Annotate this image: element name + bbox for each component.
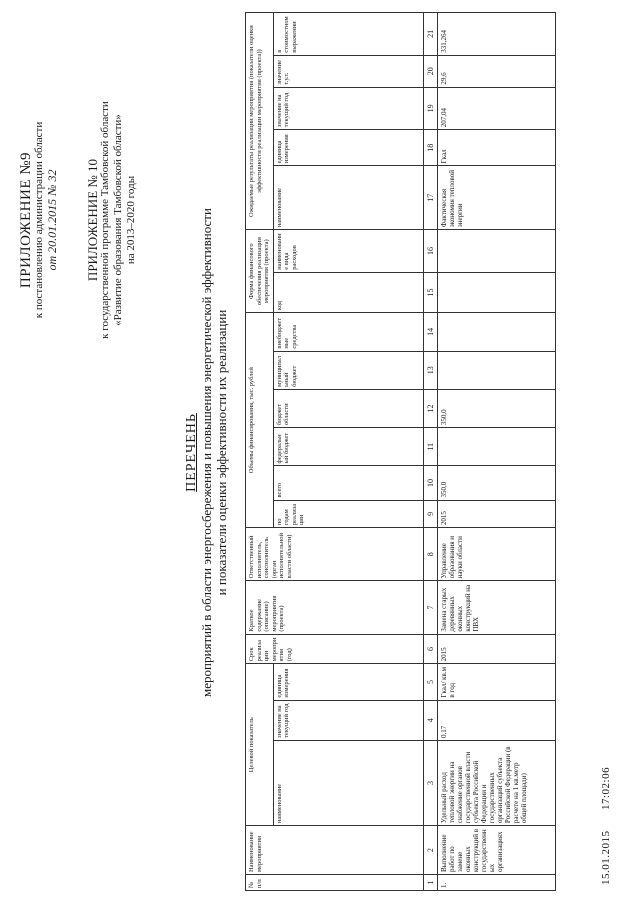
document-title bbox=[184, 0, 229, 905]
header-form-code: код bbox=[273, 272, 423, 312]
header-offbudget: внебюджетные средства bbox=[273, 313, 423, 351]
header-form-group: Форма финансового обеспечения реализации мероприятия (проекта) bbox=[246, 230, 274, 313]
col-number: 8 bbox=[423, 528, 437, 581]
measures-table bbox=[245, 12, 556, 891]
col-number: 7 bbox=[423, 581, 437, 634]
cell-num: 1. bbox=[437, 875, 555, 891]
header-responsible: Ответственный исполнитель, соисполнитель (орган исполнительной власти области) bbox=[246, 528, 424, 581]
annex-10-title: ПРИЛОЖЕНИЕ № 10 bbox=[85, 158, 100, 282]
header-target-value: значение на текущий год bbox=[273, 700, 423, 740]
col-number: 19 bbox=[423, 87, 437, 130]
header-result-cost: в стоимостном выражении bbox=[273, 13, 423, 56]
cell-target-unit: Гкал/ кв.м в год bbox=[437, 664, 555, 700]
cell-form-name bbox=[437, 230, 555, 273]
header-row-2 bbox=[273, 13, 423, 891]
document-title-line-2: и показатели оценки эффективности их реализации bbox=[214, 309, 229, 596]
annex-10-line-1: к государственной программе Тамбовской области bbox=[99, 101, 111, 339]
header-brief: Краткое содержание (описание) мероприятия (проекта) bbox=[246, 581, 424, 634]
table-row bbox=[437, 13, 555, 891]
annex-10-block bbox=[86, 55, 138, 385]
col-number: 9 bbox=[423, 500, 437, 528]
cell-name: Выполнение работ по замене оконных конструкций в государственных организациях bbox=[437, 826, 555, 875]
header-target-name: наименование bbox=[273, 740, 423, 825]
header-results-group: Ожидаемые результаты реализации мероприятия (показатели оценки эффективности реализации мероприятия (проекта)) bbox=[246, 13, 274, 230]
col-number: 14 bbox=[423, 313, 437, 351]
cell-result-tut: 29,6 bbox=[437, 55, 555, 87]
header-deadline: Срок реализации мероприятия (год) bbox=[246, 634, 424, 664]
col-number: 21 bbox=[423, 13, 437, 56]
cell-result-cost: 331,264 bbox=[437, 13, 555, 56]
header-row-1 bbox=[246, 13, 274, 891]
header-years: по годам реализации bbox=[273, 500, 423, 528]
col-number: 15 bbox=[423, 272, 437, 312]
annex-9-decree-ref: от 20.01.2015 № 32 bbox=[45, 169, 59, 271]
header-num: № п/п bbox=[246, 875, 424, 891]
header-result-unit: единица измерения bbox=[273, 130, 423, 166]
col-number: 12 bbox=[423, 389, 437, 427]
print-timestamp bbox=[600, 767, 612, 885]
print-time: 17:02:06 bbox=[600, 766, 612, 810]
cell-target-value: 0,17 bbox=[437, 700, 555, 740]
annex-9-block bbox=[20, 55, 59, 385]
cell-deadline: 2015 bbox=[437, 634, 555, 664]
header-form-name: наименование вида расходов bbox=[273, 230, 423, 273]
col-number: 5 bbox=[423, 664, 437, 700]
col-number: 18 bbox=[423, 130, 437, 166]
column-numbers-row bbox=[423, 13, 437, 891]
cell-offbudget bbox=[437, 313, 555, 351]
header-municipal: муниципальный бюджет bbox=[273, 351, 423, 389]
header-result-value: значение на текущий год bbox=[273, 87, 423, 130]
header-federal: федеральный бюджет bbox=[273, 428, 423, 466]
cell-federal bbox=[437, 428, 555, 466]
cell-result-name: Фактическая экономия тепловой энергии bbox=[437, 166, 555, 230]
cell-responsible: Управление образования и науки области bbox=[437, 528, 555, 581]
header-result-name: наименование bbox=[273, 166, 423, 230]
cell-result-unit: Гкал bbox=[437, 130, 555, 166]
header-name: Наименование мероприятия bbox=[246, 826, 424, 875]
cell-total: 350,0 bbox=[437, 466, 555, 500]
header-target-unit: единица измерения bbox=[273, 664, 423, 700]
cell-target-name: Удельный расход тепловой энергии на снабжение органов государственной власти субъекта Российской Федерации и государственных организаций субъекта Российской Федерации (в расчете на 1 кв.метр общей площади) bbox=[437, 740, 555, 825]
col-number: 4 bbox=[423, 700, 437, 740]
header-total: всего bbox=[273, 466, 423, 500]
document-title-line-1: мероприятий в области энергосбережения и повышения энергетической эффективности bbox=[199, 208, 214, 697]
col-number: 20 bbox=[423, 55, 437, 87]
header-result-tut: значение т.у.т. bbox=[273, 55, 423, 87]
col-number: 1 bbox=[423, 875, 437, 891]
annex-10-line-3: на 2013–2020 годы bbox=[125, 175, 137, 265]
header-regional: бюджет области bbox=[273, 389, 423, 427]
cell-regional: 350,0 bbox=[437, 389, 555, 427]
cell-form-code bbox=[437, 272, 555, 312]
col-number: 2 bbox=[423, 826, 437, 875]
header-funding-group: Объемы финансирования, тыс. рублей bbox=[246, 313, 274, 528]
col-number: 3 bbox=[423, 740, 437, 825]
col-number: 6 bbox=[423, 634, 437, 664]
col-number: 11 bbox=[423, 428, 437, 466]
cell-brief: Замена старых деревянных оконных конструкций на ПВХ bbox=[437, 581, 555, 634]
col-number: 17 bbox=[423, 166, 437, 230]
annex-9-decree-label: к постановлению администрации области bbox=[33, 121, 45, 319]
col-number: 16 bbox=[423, 230, 437, 273]
cell-year: 2015 bbox=[437, 500, 555, 528]
annex-10-line-2: «Развитие образования Тамбовской области» bbox=[112, 114, 124, 326]
print-date: 15.01.2015 bbox=[600, 830, 612, 885]
cell-municipal bbox=[437, 351, 555, 389]
col-number: 10 bbox=[423, 466, 437, 500]
header-target-group: Целевой показатель bbox=[246, 664, 274, 826]
annex-9-title: ПРИЛОЖЕНИЕ №9 bbox=[18, 151, 34, 289]
col-number: 13 bbox=[423, 351, 437, 389]
document-heading: ПЕРЕЧЕНЬ bbox=[184, 413, 199, 492]
cell-result-value: 207,04 bbox=[437, 87, 555, 130]
